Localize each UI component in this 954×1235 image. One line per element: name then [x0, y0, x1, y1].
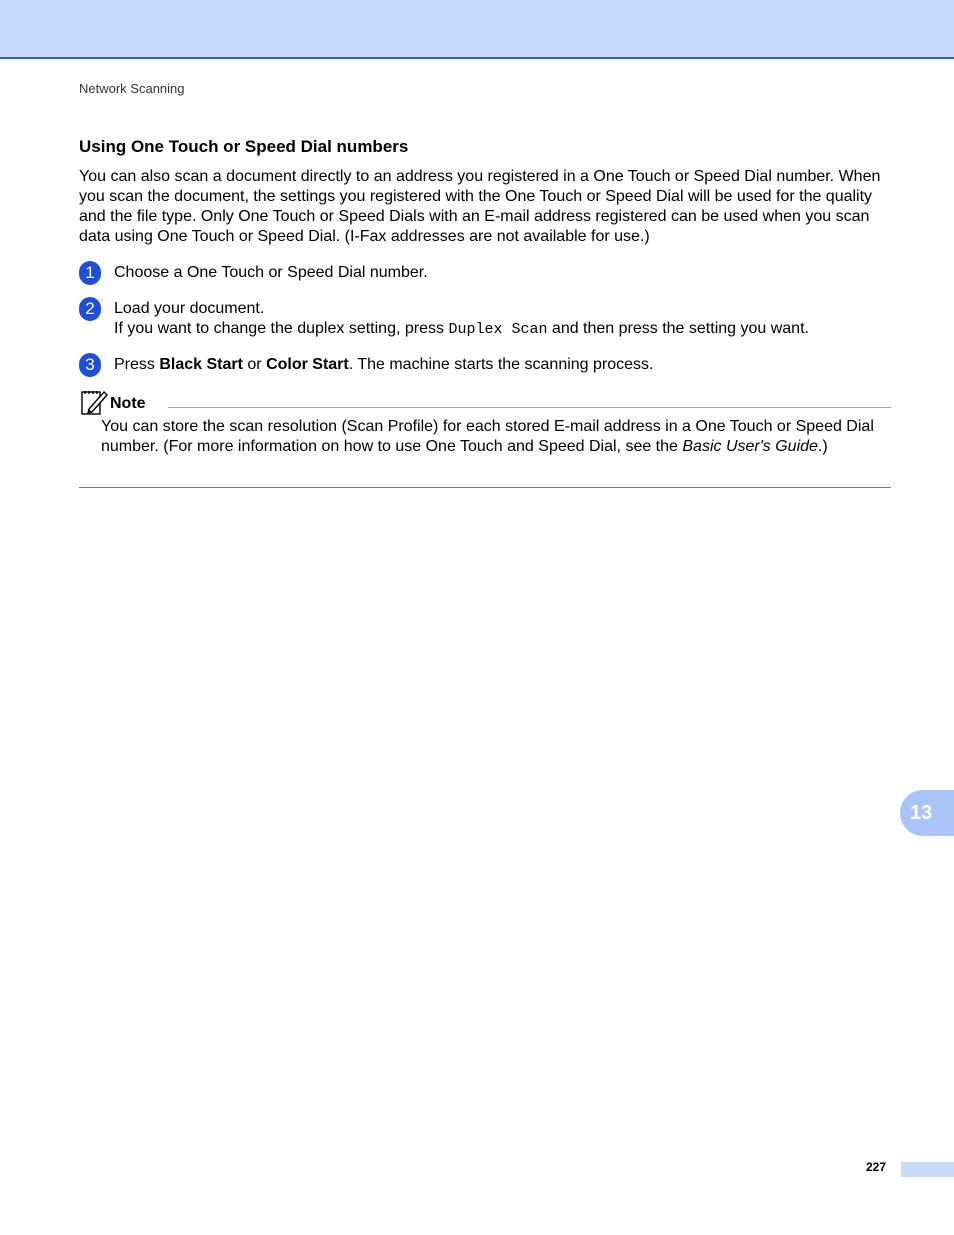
note-label: Note	[110, 395, 146, 412]
page-number: 227	[866, 1160, 887, 1174]
step-number-badge: 3	[79, 353, 101, 377]
note-divider-bottom	[79, 487, 891, 488]
note-text	[101, 417, 893, 457]
note-text-end: .)	[817, 438, 828, 455]
note-pencil-icon	[79, 387, 109, 417]
header-band	[0, 0, 954, 59]
step-number-badge: 2	[79, 297, 101, 321]
step-text	[114, 355, 653, 375]
note-text-main: You can store the scan resolution (Scan Profile) for each stored E-mail address in a One Touch or Speed Dial number. (For more information on how to use One Touch and Speed Dial, see the	[101, 418, 874, 455]
page-number-bar	[901, 1162, 954, 1177]
intro-paragraph: You can also scan a document directly to an address you registered in a One Touch or Speed Dial number. When you scan the document, the settings you registered with the One Touch or Speed Dial will be used for the quality and the file type. Only One Touch or Speed Dials with an E-mail address registered can be used when you scan data using One Touch or Speed Dial. (I-Fax addresses are not available for use.)	[79, 168, 881, 245]
note-divider-top	[168, 407, 891, 408]
step-line-prefix: If you want to change the duplex setting, press	[114, 320, 449, 337]
step-line-suffix: and then press the setting you want.	[547, 320, 809, 337]
step-text-middle: or	[242, 356, 267, 373]
section-heading: Using One Touch or Speed Dial numbers	[79, 137, 409, 156]
black-start-label: Black Start	[159, 356, 243, 373]
step-text-prefix: Press	[114, 356, 160, 373]
breadcrumb: Network Scanning	[79, 81, 185, 96]
duplex-scan-code: Duplex Scan	[448, 321, 548, 338]
chapter-tab: 13	[900, 790, 954, 836]
step-line: Load your document.	[114, 300, 265, 317]
step-text: Choose a One Touch or Speed Dial number.	[114, 264, 428, 281]
note-guide-title: Basic User's Guide	[682, 438, 818, 455]
step-text	[114, 299, 809, 340]
color-start-label: Color Start	[266, 356, 349, 373]
step-number-badge: 1	[79, 261, 101, 285]
step-text-suffix: . The machine starts the scanning process.	[348, 356, 654, 373]
